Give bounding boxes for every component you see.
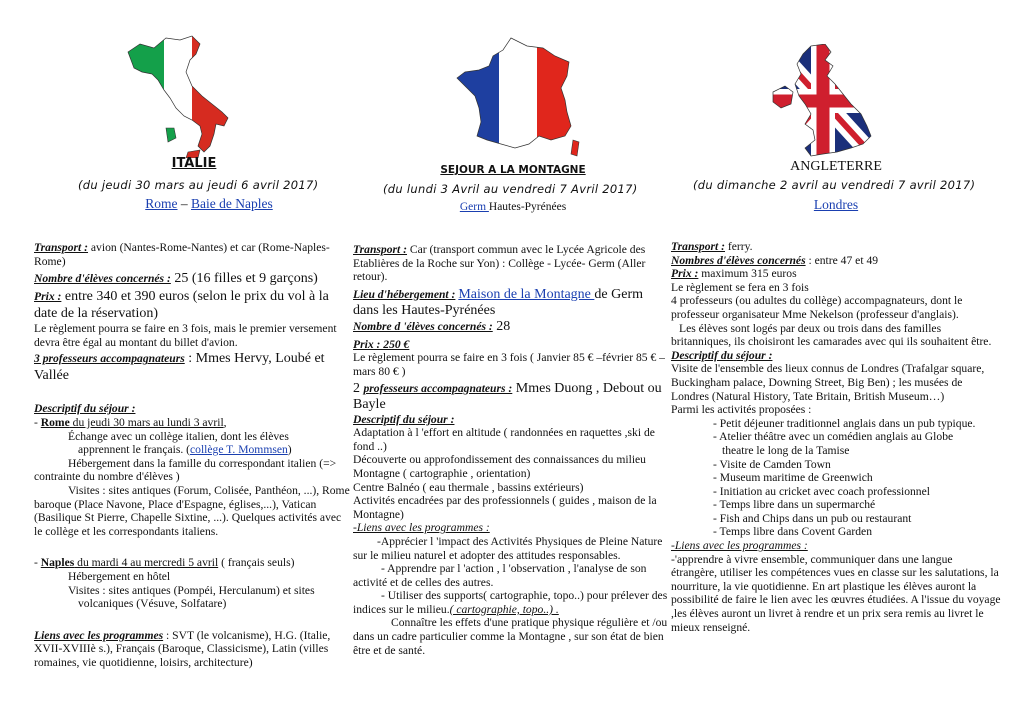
transport-label: Transport : bbox=[353, 243, 408, 256]
england-desc-1: Visite de l'ensemble des lieux connus de Londres (Trafalgar square, Buckingham palace, Downing Street, Big Ben) ; les musées de Londres (Natural History, Tate Britain, British Museum…) bbox=[671, 362, 985, 403]
france-links-4: Connaître les effets d'une pratique physique régulière et /ou dans un cadre particulier comme la Montagne , sur son état de bien être et de santé. bbox=[353, 616, 668, 657]
list-item: - Visite de Camden Town bbox=[713, 457, 831, 471]
france-transport: Transport : Car (transport commun avec le Lycée Agricole des Etablières de la Roche sur Yon) : Collège - Lycée- Germ (Aller retour). bbox=[353, 243, 646, 284]
list-item: - Initiation au cricket avec coach professionnel bbox=[713, 484, 930, 498]
italy-teachers: 3 professeurs accompagnateurs : Mmes Hervy, Loubé et Vallée bbox=[34, 351, 325, 384]
links-label: Liens avec les programmes bbox=[34, 628, 164, 642]
france-desc-2: Découverte ou approfondissement des connaissances du milieu Montagne ( cartographie , orientation) bbox=[353, 453, 646, 480]
italy-price-note: Le règlement pourra se faire en 3 fois, mais le premier versement devra être égal au montant du billet d'avion. bbox=[34, 322, 337, 349]
list-item: - Atelier théâtre avec un comédien anglais au Globe bbox=[713, 430, 954, 444]
mommsen-school-link[interactable]: collège T. Mommsen bbox=[190, 443, 288, 457]
england-desc-label: Descriptif du séjour : bbox=[671, 348, 773, 362]
england-price-note: Le règlement se fera en 3 fois bbox=[671, 280, 809, 294]
maison-montagne-link[interactable]: Maison de la Montagne bbox=[458, 286, 595, 302]
list-item: - Temps libre dans Covent Garden bbox=[713, 525, 872, 539]
rome-section: - Rome du jeudi 30 mars au lundi 3 avril, bbox=[34, 415, 227, 429]
rome-visits: Visites : sites antiques (Forum, Colisée, Panthéon, ...), Rome baroque (Place Navone, Place d'Espagne, églises,...), Vatican (Basilique St Pierre, Chapelle Sixtine, ...). Quelques activités avec le collège et les correspondants italiens. bbox=[34, 483, 350, 538]
france-location: Germ Hautes-Pyrénées bbox=[459, 201, 567, 213]
price-label: Prix : bbox=[671, 267, 699, 281]
italy-body bbox=[34, 241, 352, 669]
france-links-label: -Liens avec les programmes : bbox=[353, 521, 490, 535]
naples-lodging: Hébergement en hôtel bbox=[68, 569, 171, 583]
england-body bbox=[671, 240, 1001, 634]
france-body bbox=[353, 243, 668, 657]
england-city bbox=[751, 197, 921, 213]
price-label: Prix : bbox=[34, 290, 62, 304]
italy-column bbox=[34, 0, 352, 724]
france-column bbox=[353, 0, 668, 724]
price-label: Prix : 250 € bbox=[353, 337, 410, 351]
france-links-2: - Apprendre par l 'action , l 'observation , l'analyse de son activité et de celles des autres. bbox=[353, 562, 647, 589]
london-link[interactable]: Londres bbox=[813, 197, 859, 212]
list-item: - Petit déjeuner traditionnel anglais dans un pub typique. bbox=[713, 416, 976, 430]
list-item: - Fish and Chips dans un pub ou restaurant bbox=[713, 511, 912, 525]
france-price-note: Le règlement pourra se faire en 3 fois ( Janvier 85 € –février 85 € – mars 80 € ) bbox=[353, 351, 665, 378]
naples-bay-link[interactable]: Baie de Naples bbox=[191, 196, 273, 211]
rome-exchange: Échange avec un collège italien, dont les élèves bbox=[68, 429, 289, 443]
italy-desc-label: Descriptif du séjour : bbox=[34, 402, 136, 416]
teachers-label: 3 professeurs accompagnateurs bbox=[34, 352, 185, 366]
england-column bbox=[671, 0, 1001, 724]
france-desc-1: Adaptation à l 'effort en altitude ( randonnées en raquettes ,ski de fond ..) bbox=[353, 426, 655, 453]
uk-map-icon bbox=[771, 44, 875, 158]
naples-volcanoes: volcaniques (Vésuve, Solfatare) bbox=[78, 597, 227, 611]
teachers-label: professeurs accompagnateurs : bbox=[363, 381, 513, 395]
england-teachers: 4 professeurs (ou adultes du collège) accompagnateurs, dont le professeur organisateur Mme Nekelson (professeur d'anglais). bbox=[671, 294, 963, 321]
france-links-3: - Utiliser des supports( cartographie, topo..) pour prélever des indices sur le milieu.( cartographie, topo..) . bbox=[353, 589, 668, 616]
france-map-icon bbox=[455, 36, 583, 160]
england-count: Nombres d'élèves concernés : entre 47 et 49 bbox=[671, 253, 879, 267]
count-label: Nombres d'élèves concernés bbox=[671, 253, 806, 267]
england-desc-2: Parmi les activités proposées : bbox=[671, 403, 812, 417]
transport-label: Transport : bbox=[34, 241, 89, 254]
france-title: SEJOUR A LA MONTAGNE bbox=[440, 164, 586, 176]
rome-french: apprennent le français. (collège T. Mommsen) bbox=[78, 443, 292, 457]
naples-section: - Naples du mardi 4 au mercredi 5 avril ( français seuls) bbox=[34, 556, 295, 570]
italy-title: ITALIE bbox=[171, 156, 217, 171]
city-separator: – bbox=[177, 196, 192, 211]
italy-map-icon bbox=[120, 34, 230, 158]
england-title: ANGLETERRE bbox=[790, 159, 882, 174]
count-label: Nombre d'élèves concernés : bbox=[34, 272, 171, 286]
france-price bbox=[353, 338, 668, 352]
count-label: Nombre d 'élèves concernés : bbox=[353, 319, 493, 333]
naples-visits: Visites : sites antiques (Pompéi, Herculanum) et sites bbox=[68, 583, 315, 597]
england-activities bbox=[671, 417, 1001, 539]
france-dates: (du lundi 3 Avril au vendredi 7 Avril 2017) bbox=[383, 182, 638, 196]
rome-lodging: Hébergement dans la famille du correspondant italien (=> contrainte du nombre d'élèves ) bbox=[34, 456, 337, 484]
france-count: Nombre d 'élèves concernés : 28 bbox=[353, 318, 511, 334]
france-teachers: 2 professeurs accompagnateurs : Mmes Duong , Debout ou Bayle bbox=[353, 380, 662, 412]
rome-link[interactable]: Rome bbox=[145, 196, 178, 211]
france-links-1: -Apprécier l 'impact des Activités Physiques de Pleine Nature sur le milieu naturel et adopter des attitudes responsables. bbox=[353, 534, 663, 562]
england-links-label: -Liens avec les programmes : bbox=[671, 539, 808, 553]
italy-transport: Transport : avion (Nantes-Rome-Nantes) et car (Rome-Naples-Rome) bbox=[34, 241, 330, 268]
list-item: theatre le long de la Tamise bbox=[722, 443, 850, 457]
italy-dates: (du jeudi 30 mars au jeudi 6 avril 2017) bbox=[78, 178, 319, 192]
england-lodging: Les élèves sont logés par deux ou trois dans des familles britanniques, ils choisiront les camarades avec qui ils souhaitent être. bbox=[671, 321, 992, 349]
england-price: Prix : maximum 315 euros bbox=[671, 267, 797, 281]
france-desc-4: Activités encadrées par des professionnels ( guides , maison de la Montagne) bbox=[353, 494, 657, 521]
transport-label: Transport : bbox=[671, 240, 726, 253]
france-desc-label: Descriptif du séjour : bbox=[353, 412, 455, 426]
france-desc-3: Centre Balnéo ( eau thermale , bassins extérieurs) bbox=[353, 480, 584, 494]
england-transport: Transport : ferry. bbox=[671, 240, 753, 253]
lodging-label: Lieu d'hébergement : bbox=[353, 287, 456, 301]
italy-links: Liens avec les programmes : SVT (le volcanisme), H.G. (Italie, XVII-XVIIIè s.), Français (Baroque, Classicisme), Latin (villes romaines, vie quotidienne, loisirs, architecture) bbox=[34, 628, 331, 669]
list-item: - Museum maritime de Greenwich bbox=[713, 471, 873, 485]
italy-cities bbox=[94, 196, 324, 212]
germ-link[interactable]: Germ bbox=[459, 201, 489, 213]
list-item: - Temps libre dans un supermarché bbox=[713, 498, 876, 512]
england-dates: (du dimanche 2 avril au vendredi 7 avril 2017) bbox=[693, 178, 976, 192]
italy-price: Prix : entre 340 et 390 euros (selon le prix du vol à la date de la réservation) bbox=[34, 289, 329, 322]
france-lodging: Lieu d'hébergement : Maison de la Montagne de Germ dans les Hautes-Pyrénées bbox=[353, 286, 643, 318]
italy-count: Nombre d'élèves concernés : 25 (16 filles et 9 garçons) bbox=[34, 271, 318, 287]
england-links: -'apprendre à vivre ensemble, communiquer dans une langue étrangère, utiliser les compétences vues en classe sur les salutations, la nourriture, la vie quotidienne. En art plastique les élèves auront la possibilité de faire le lien avec les œuvres étudiées. A l'issue du voyage ,les élèves auront un livret à rendre et un prix sera remis au livret le mieux renseigné. bbox=[671, 552, 1001, 634]
